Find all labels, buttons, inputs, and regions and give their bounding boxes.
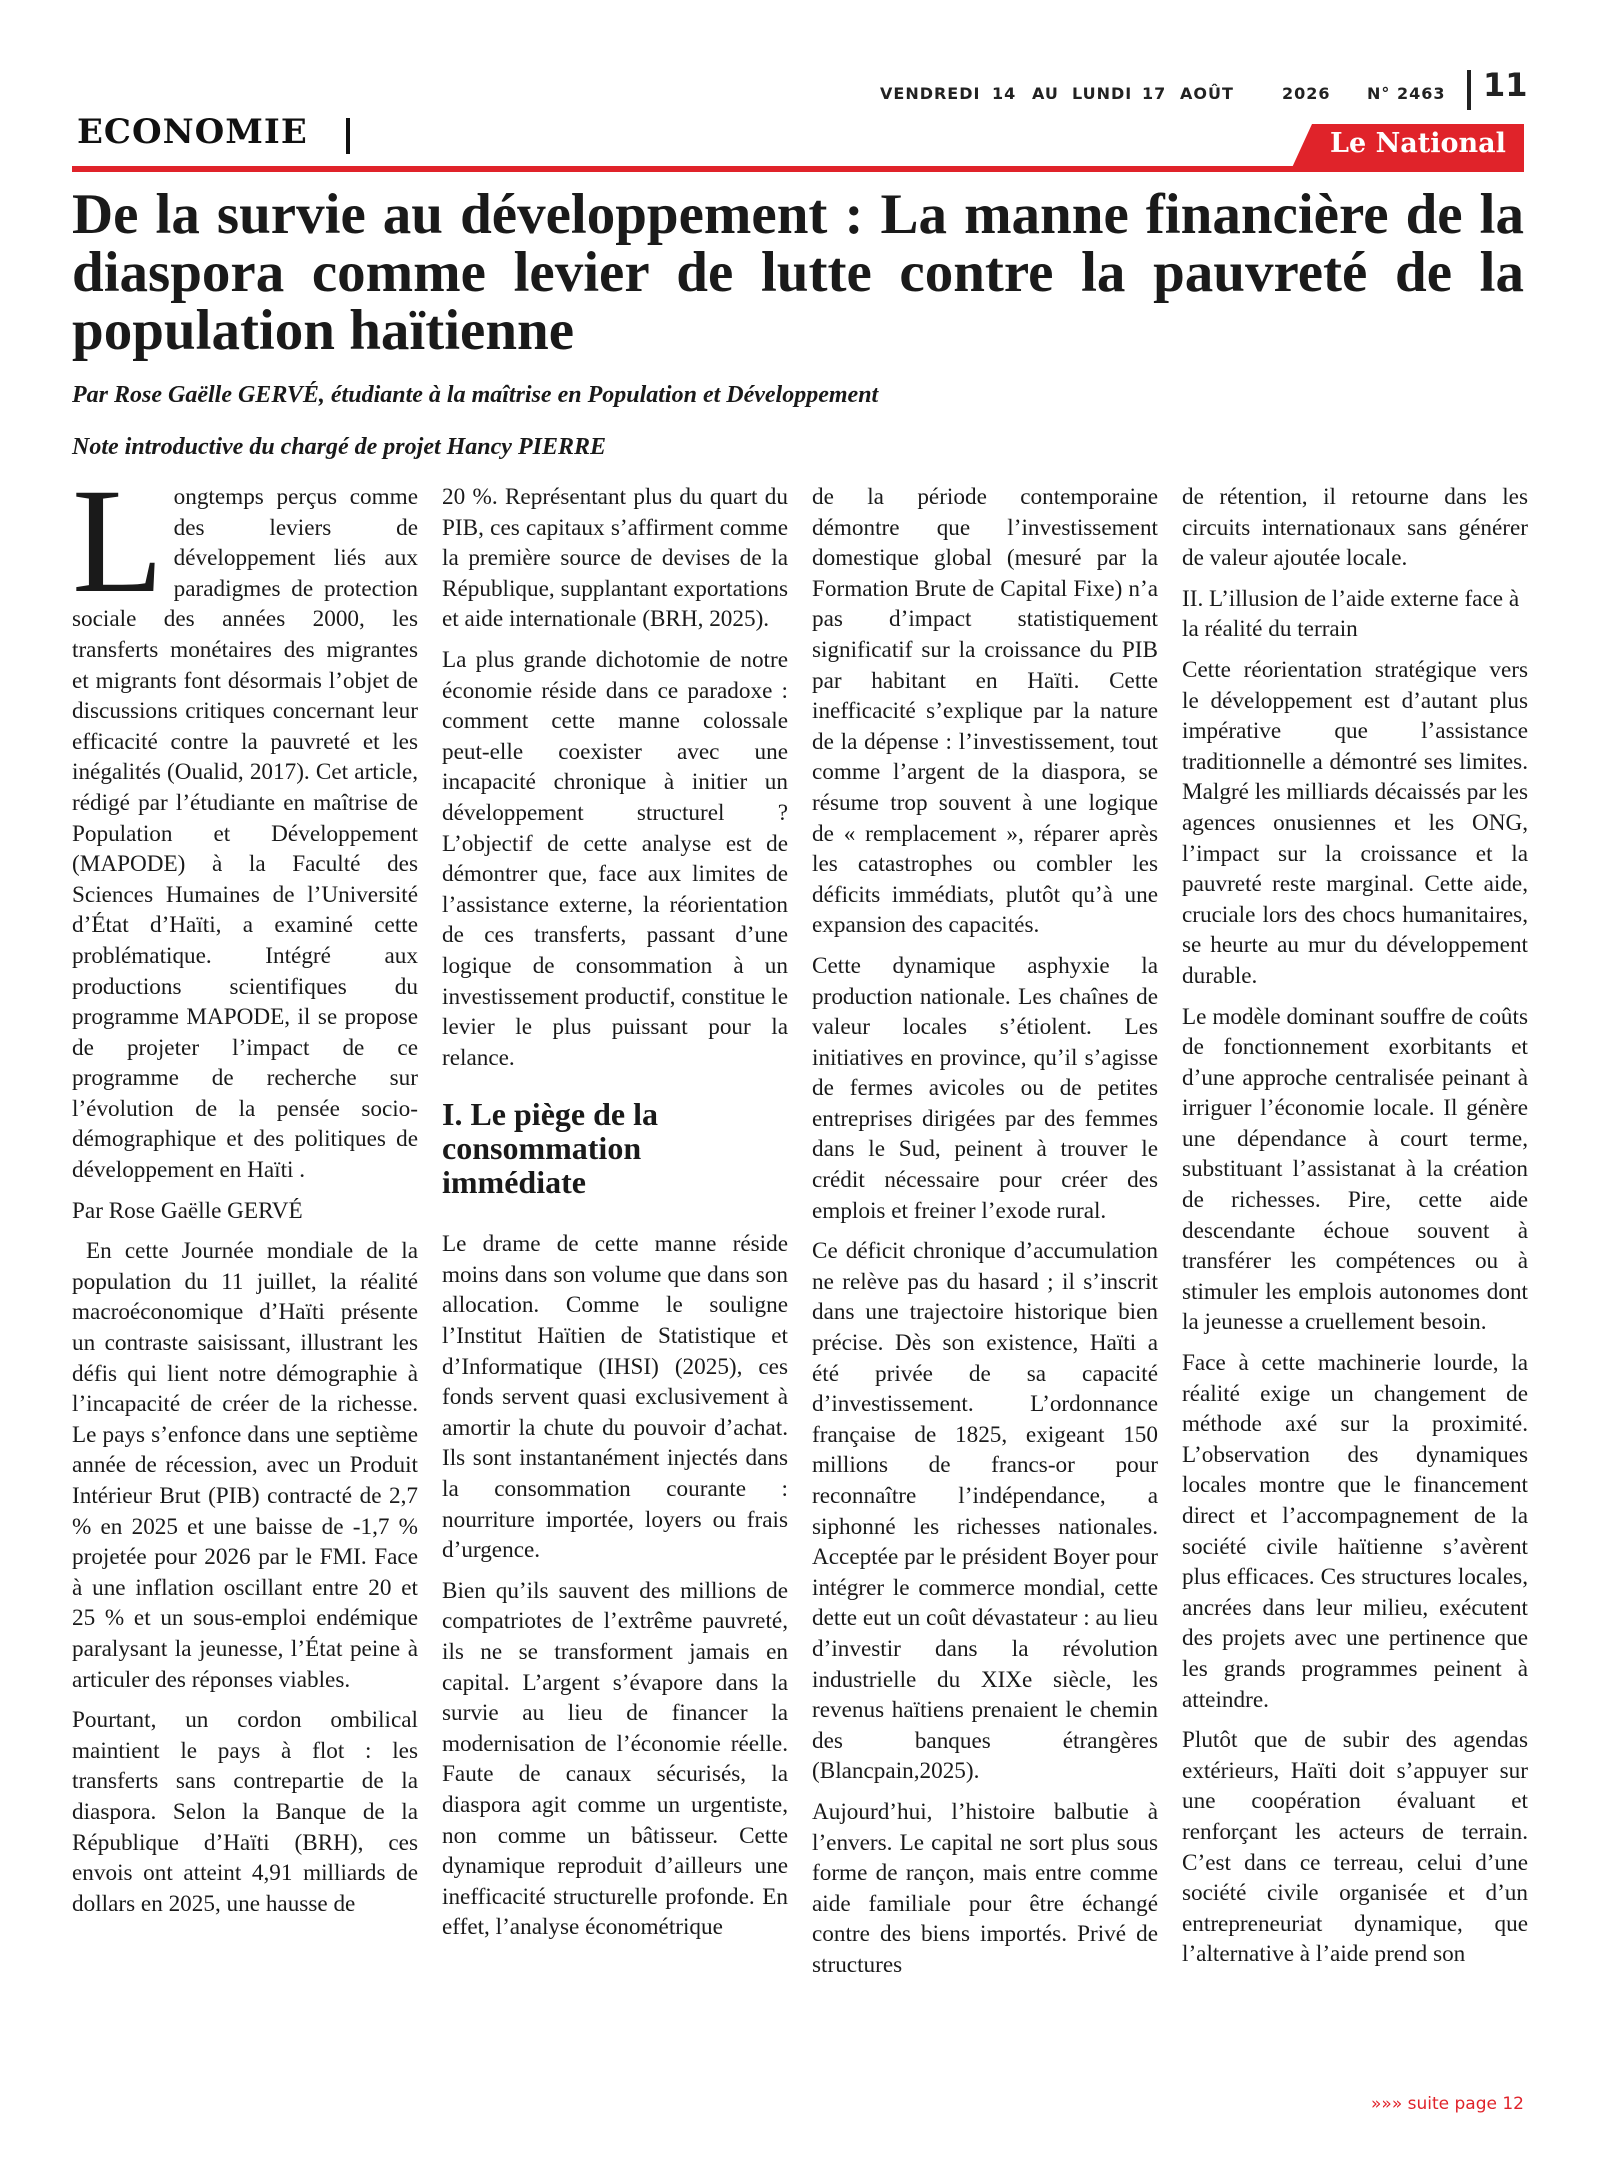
paragraph: Cette dynamique asphyxie la production nationale. Les chaînes de valeur locales s’étiolent. Les initiatives en province, qu’il s’agisse de fermes avicoles ou de petites entreprises dirigées par des femmes dans le Sud, peinent à trouver le crédit nécessaire pour créer des emplois et freiner l’exode rural. — [812, 952, 1158, 1224]
drop-cap: L — [72, 482, 164, 624]
header-year: 2026 — [1282, 84, 1331, 103]
header-date-start: 14 — [992, 84, 1017, 103]
continued-link[interactable]: »»» suite page 12 — [1371, 2094, 1524, 2114]
article-column-4 — [1182, 482, 1528, 2077]
paragraph: Ce déficit chronique d’accumulation ne relève pas du hasard ; il s’inscrit dans une trajectoire historique bien précise. Dès son existence, Haïti a été privée de sa capacité d’investissement. L’ordonnance française de 1825, exigeant 150 millions de francs-or pour reconnaître l’indépendance, a siphonné les richesses nationales. Acceptée par le président Boyer pour intégrer le commerce mondial, cette dette eut un coût dévastateur : au lieu d’investir dans la révolution industrielle du XIXe siècle, les revenus haïtiens prenaient le chemin des banques étrangères (Blancpain,2025). — [812, 1238, 1158, 1785]
paragraph: Bien qu’ils sauvent des millions de compatriotes de l’extrême pauvreté, ils ne se transforment jamais en capital. L’argent s’évapore dans la survie au lieu de financer la modernisation de l’économie réelle. Faute de canaux sécurisés, la diaspora agit comme un urgentiste, non comme un bâtisseur. Cette dynamique reproduit d’ailleurs une inefficacité structurelle profonde. En effet, l’analyse économétrique — [442, 1577, 788, 1941]
article-byline: Par Rose Gaëlle GERVÉ, étudiante à la maîtrise en Population et Développement — [72, 382, 879, 408]
paragraph: Pourtant, un cordon ombilical maintient le pays à flot : les transferts sans contrepartie de la diaspora. Selon la Banque de la République d’Haïti (BRH), ces envois ont atteint 4,91 milliards de dollars en 2025, une hausse de — [72, 1707, 418, 1917]
header-date-end: 17 — [1142, 84, 1167, 103]
article-headline: De la survie au développement : La manne financière de la diaspora comme levier de lutte contre la pauvreté de la population haïtienne — [72, 183, 1524, 362]
paragraph: Aujourd’hui, l’histoire balbutie à l’envers. Le capital ne sort plus sous forme de rançon, mais entre comme aide familiale pour être échangé contre des biens importés. Privé de structures — [812, 1798, 1158, 1978]
header-issue-number: N° 2463 — [1367, 84, 1446, 103]
paragraph: Face à cette machinerie lourde, la réalité exige un changement de méthode axé sur la proximité. L’observation des dynamiques locales montre que le financement direct et l’accompagnement de la société civile haïtienne s’avèrent plus efficaces. Ces structures locales, ancrées dans leur milieu, exécutent des projets avec une pertinence que les grands programmes peinent à atteindre. — [1182, 1350, 1528, 1713]
author-line: Par Rose Gaëlle GERVÉ — [72, 1197, 303, 1224]
section-heading: II. L’illusion de l’aide externe face à la réalité du terrain — [1182, 585, 1520, 643]
subheading: I. Le piège de la consommation immédiate — [442, 1096, 658, 1201]
header-day-start: VENDREDI — [880, 84, 981, 103]
issue-date-line — [880, 80, 1460, 110]
paragraph: ongtemps perçus comme des leviers de développement liés aux paradigmes de protection sociale des années 2000, les transferts monétaires des migrantes et migrants font désormais l’objet de discussions critiques concernant leur efficacité contre la pauvreté et les inégalités (Oualid, 2017). Cet article, rédigé par l’étudiante en maîtrise de Population et Développement (MAPODE) à la Faculté des Sciences Humaines de l’Université d’État d’Haïti, a examiné cette problématique. Intégré aux productions scientifiques du programme MAPODE, il se propose de projeter l’impact de ce programme de recherche sur l’évolution de la pensée socio-démographique et des politiques de développement en Haïti . — [72, 484, 418, 1184]
paragraph: Plutôt que de subir des agendas extérieurs, Haïti doit s’appuyer sur une coopération évaluant et renforçant les acteurs de terrain. C’est dans ce terreau, celui d’une société civile organisée et d’un entrepreneuriat dynamique, que l’alternative à l’aide prend son — [1182, 1727, 1528, 1968]
header-date-connector: AU — [1032, 84, 1059, 103]
page-number: 11 — [1483, 66, 1528, 104]
paragraph: La plus grande dichotomie de notre économie réside dans ce paradoxe : comment cette manne colossale peut-elle coexister avec une incapacité chronique à initier un développement structurel ? L’objectif de cette analyse est de démontrer que, face aux limites de l’assistance externe, la réorientation de ces transferts, passant d’une logique de consommation à un investissement productif, constitue le levier le plus puissant pour la relance. — [442, 646, 788, 1071]
paragraph: Le modèle dominant souffre de coûts de fonctionnement exorbitants et d’une approche centralisée peinant à irriguer l’économie locale. Il génère une dépendance à court terme, substituant l’assistanat à la création de richesses. Pire, cette aide descendante échoue souvent à transférer les compétences ou à stimuler les emplois autonomes dont la jeunesse a cruellement besoin. — [1182, 1003, 1528, 1336]
paragraph: Le drame de cette manne réside moins dans son volume que dans son allocation. Comme le souligne l’Institut Haïtien de Statistique et d’Informatique (IHSI) (2025), ces fonds servent quasi exclusivement à amortir la chute du pouvoir d’achat. Ils sont instantanément injectés dans la consommation courante : nourriture importée, loyers ou frais d’urgence. — [442, 1231, 788, 1564]
article-column-2 — [442, 482, 788, 2077]
paragraph: de la période contemporaine démontre que l’investissement domestique global (mesuré par la Formation Brute de Capital Fixe) n’a pas d’impact statistiquement significatif sur la croissance du PIB par habitant en Haïti. Cette inefficacité s’explique par la nature de la dépense : l’investissement, tout comme l’argent de la diaspora, se résume trop souvent à une logique de « remplacement », réparer après les catastrophes ou combler les déficits immédiats, plutôt qu’à une expansion des capacités. — [812, 484, 1158, 939]
article-column-1 — [72, 482, 418, 2077]
header-month: AOÛT — [1180, 84, 1234, 103]
intro-note: Note introductive du chargé de projet Hancy PIERRE — [72, 434, 606, 460]
paragraph: de rétention, il retourne dans les circuits internationaux sans générer de valeur ajoutée locale. — [1182, 484, 1528, 572]
article-column-3 — [812, 482, 1158, 2077]
section-label: ECONOMIE — [77, 112, 308, 152]
header-divider — [1467, 70, 1471, 110]
paragraph: Cette réorientation stratégique vers le développement est d’autant plus impérative que l’assistance traditionnelle a démontré ses limites. Malgré les milliards décaissés par les agences onusiennes et les ONG, l’impact sur la croissance et la pauvreté reste marginal. Cette aide, cruciale lors des chocs humanitaires, se heurte au mur du développement durable. — [1182, 656, 1528, 989]
header-day-end: LUNDI — [1072, 84, 1133, 103]
section-divider — [346, 118, 350, 154]
paragraph: En cette Journée mondiale de la population du 11 juillet, la réalité macroéconomique d’Haïti présente un contraste saisissant, illustrant les défis qui lient notre démographie à l’incapacité de créer de la richesse. Le pays s’enfonce dans une septième année de récession, avec un Produit Intérieur Brut (PIB) contracté de 2,7 % en 2025 et une baisse de -1,7 % projetée pour 2026 par le FMI. Face à une inflation oscillant entre 20 et 25 % et un sous-emploi endémique paralysant la jeunesse, l’État peine à articuler des réponses viables. — [72, 1238, 418, 1693]
paragraph: 20 %. Représentant plus du quart du PIB, ces capitaux s’affirment comme la première source de devises de la République, supplantant exportations et aide internationale (BRH, 2025). — [442, 484, 788, 633]
brand-name: Le National — [1330, 128, 1506, 159]
